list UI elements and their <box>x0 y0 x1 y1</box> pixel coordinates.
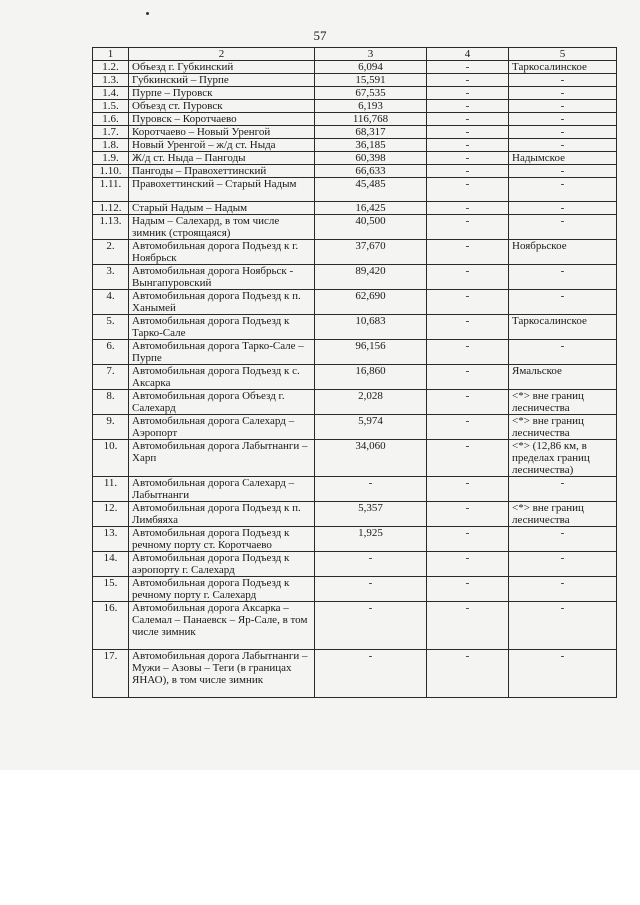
row-number-cell: 1.7. <box>93 126 129 139</box>
row-number-cell: 6. <box>93 340 129 365</box>
road-name-cell: Надым – Салехард, в том числе зимник (строящаяся) <box>129 215 315 240</box>
length-cell: 2,028 <box>315 390 427 415</box>
forestry-cell: <*> вне границ лесничества <box>509 390 617 415</box>
row-number-cell: 7. <box>93 365 129 390</box>
road-name-cell: Автомобильная дорога Подъезд к Тарко-Сале <box>129 315 315 340</box>
road-name-cell: Губкинский – Пурпе <box>129 74 315 87</box>
length-cell: 68,317 <box>315 126 427 139</box>
forestry-cell: - <box>509 290 617 315</box>
table-row <box>93 315 617 340</box>
road-name-cell: Автомобильная дорога Подъезд к речному порту г. Салехард <box>129 577 315 602</box>
column4-cell: - <box>427 87 509 100</box>
page-number: 57 <box>313 28 327 43</box>
road-name-cell: Автомобильная дорога Лабытнанги – Мужи – Азовы – Теги (в границах ЯНАО), в том числе зимник <box>129 650 315 698</box>
scan-speck <box>146 12 149 15</box>
column4-cell: - <box>427 74 509 87</box>
length-cell: - <box>315 477 427 502</box>
length-cell: 40,500 <box>315 215 427 240</box>
length-cell: - <box>315 650 427 698</box>
length-cell: 96,156 <box>315 340 427 365</box>
row-number-cell: 13. <box>93 527 129 552</box>
column4-cell: - <box>427 240 509 265</box>
column4-cell: - <box>427 152 509 165</box>
row-number-cell: 1.12. <box>93 202 129 215</box>
forestry-cell: - <box>509 126 617 139</box>
forestry-cell: - <box>509 477 617 502</box>
table-row <box>93 390 617 415</box>
column4-cell: - <box>427 215 509 240</box>
length-cell: 45,485 <box>315 178 427 202</box>
column4-cell: - <box>427 202 509 215</box>
row-number-cell: 1.4. <box>93 87 129 100</box>
row-number-cell: 1.5. <box>93 100 129 113</box>
table-row <box>93 290 617 315</box>
road-name-cell: Объезд г. Губкинский <box>129 61 315 74</box>
road-name-cell: Автомобильная дорога Тарко-Сале – Пурпе <box>129 340 315 365</box>
forestry-cell: - <box>509 650 617 698</box>
column4-cell: - <box>427 650 509 698</box>
table-row <box>93 440 617 477</box>
road-name-cell: Автомобильная дорога Подъезд к с. Аксарка <box>129 365 315 390</box>
table-row <box>93 552 617 577</box>
road-name-cell: Правохеттинский – Старый Надым <box>129 178 315 202</box>
header-cell: 2 <box>129 48 315 61</box>
column4-cell: - <box>427 552 509 577</box>
forestry-cell: - <box>509 165 617 178</box>
row-number-cell: 15. <box>93 577 129 602</box>
road-name-cell: Пуровск – Коротчаево <box>129 113 315 126</box>
column4-cell: - <box>427 290 509 315</box>
length-cell: 67,535 <box>315 87 427 100</box>
length-cell: 16,425 <box>315 202 427 215</box>
forestry-cell: Ямальское <box>509 365 617 390</box>
table-row <box>93 240 617 265</box>
road-name-cell: Пангоды – Правохеттинский <box>129 165 315 178</box>
forestry-cell: <*> вне границ лесничества <box>509 502 617 527</box>
road-name-cell: Автомобильная дорога Подъезд к п. Лимбяяха <box>129 502 315 527</box>
length-cell: 60,398 <box>315 152 427 165</box>
row-number-cell: 5. <box>93 315 129 340</box>
row-number-cell: 1.10. <box>93 165 129 178</box>
column4-cell: - <box>427 139 509 152</box>
length-cell: 16,860 <box>315 365 427 390</box>
road-name-cell: Автомобильная дорога Салехард – Аэропорт <box>129 415 315 440</box>
road-name-cell: Объезд ст. Пуровск <box>129 100 315 113</box>
row-number-cell: 1.11. <box>93 178 129 202</box>
length-cell: 6,094 <box>315 61 427 74</box>
road-name-cell: Старый Надым – Надым <box>129 202 315 215</box>
table-row <box>93 215 617 240</box>
header-cell: 1 <box>93 48 129 61</box>
length-cell: 5,974 <box>315 415 427 440</box>
table-row <box>93 415 617 440</box>
column4-cell: - <box>427 340 509 365</box>
column4-cell: - <box>427 126 509 139</box>
forestry-cell: - <box>509 100 617 113</box>
table-row <box>93 365 617 390</box>
forestry-cell: - <box>509 265 617 290</box>
row-number-cell: 14. <box>93 552 129 577</box>
table-row <box>93 126 617 139</box>
table-row <box>93 477 617 502</box>
length-cell: 89,420 <box>315 265 427 290</box>
column4-cell: - <box>427 165 509 178</box>
forestry-cell: - <box>509 113 617 126</box>
table-row <box>93 100 617 113</box>
road-name-cell: Автомобильная дорога Салехард – Лабытнанги <box>129 477 315 502</box>
row-number-cell: 3. <box>93 265 129 290</box>
length-cell: 10,683 <box>315 315 427 340</box>
table-row <box>93 527 617 552</box>
column4-cell: - <box>427 577 509 602</box>
length-cell: 1,925 <box>315 527 427 552</box>
column4-cell: - <box>427 477 509 502</box>
table-row <box>93 340 617 365</box>
road-name-cell: Автомобильная дорога Подъезд к речному порту ст. Коротчаево <box>129 527 315 552</box>
row-number-cell: 16. <box>93 602 129 650</box>
forestry-cell: - <box>509 178 617 202</box>
row-number-cell: 4. <box>93 290 129 315</box>
row-number-cell: 1.6. <box>93 113 129 126</box>
road-name-cell: Ж/д ст. Ныда – Пангоды <box>129 152 315 165</box>
road-name-cell: Пурпе – Пуровск <box>129 87 315 100</box>
road-name-cell: Коротчаево – Новый Уренгой <box>129 126 315 139</box>
forestry-cell: Таркосалинское <box>509 61 617 74</box>
header-cell: 4 <box>427 48 509 61</box>
table-row <box>93 265 617 290</box>
road-name-cell: Автомобильная дорога Подъезд к аэропорту г. Салехард <box>129 552 315 577</box>
column4-cell: - <box>427 178 509 202</box>
length-cell: 37,670 <box>315 240 427 265</box>
column4-cell: - <box>427 527 509 552</box>
row-number-cell: 1.2. <box>93 61 129 74</box>
forestry-cell: - <box>509 202 617 215</box>
column4-cell: - <box>427 415 509 440</box>
forestry-cell: - <box>509 139 617 152</box>
forestry-cell: - <box>509 87 617 100</box>
forestry-cell: <*> вне границ лесничества <box>509 415 617 440</box>
row-number-cell: 8. <box>93 390 129 415</box>
row-number-cell: 1.8. <box>93 139 129 152</box>
road-name-cell: Автомобильная дорога Подъезд к г. Ноябрьск <box>129 240 315 265</box>
table-row <box>93 87 617 100</box>
length-cell: - <box>315 602 427 650</box>
table-row <box>93 152 617 165</box>
forestry-cell: - <box>509 577 617 602</box>
forestry-cell: Таркосалинское <box>509 315 617 340</box>
road-name-cell: Автомобильная дорога Ноябрьск - Вынгапуровский <box>129 265 315 290</box>
length-cell: - <box>315 577 427 602</box>
column4-cell: - <box>427 390 509 415</box>
length-cell: 36,185 <box>315 139 427 152</box>
table-row <box>93 602 617 650</box>
table-row <box>93 202 617 215</box>
row-number-cell: 1.3. <box>93 74 129 87</box>
row-number-cell: 17. <box>93 650 129 698</box>
table-row <box>93 502 617 527</box>
column4-cell: - <box>427 61 509 74</box>
length-cell: 6,193 <box>315 100 427 113</box>
column4-cell: - <box>427 315 509 340</box>
forestry-cell: - <box>509 340 617 365</box>
table-row <box>93 139 617 152</box>
road-name-cell: Автомобильная дорога Лабытнанги – Харп <box>129 440 315 477</box>
row-number-cell: 11. <box>93 477 129 502</box>
length-cell: 15,591 <box>315 74 427 87</box>
table-row <box>93 178 617 202</box>
table-header-row <box>93 48 617 61</box>
forestry-cell: - <box>509 527 617 552</box>
forestry-cell: - <box>509 215 617 240</box>
row-number-cell: 1.9. <box>93 152 129 165</box>
length-cell: 34,060 <box>315 440 427 477</box>
length-cell: 66,633 <box>315 165 427 178</box>
column4-cell: - <box>427 113 509 126</box>
forestry-cell: - <box>509 602 617 650</box>
length-cell: 62,690 <box>315 290 427 315</box>
roads-table <box>92 47 617 698</box>
table-row <box>93 61 617 74</box>
table-row <box>93 113 617 126</box>
forestry-cell: - <box>509 552 617 577</box>
column4-cell: - <box>427 602 509 650</box>
road-name-cell: Автомобильная дорога Аксарка – Салемал – Панаевск – Яр-Сале, в том числе зимник <box>129 602 315 650</box>
table-row <box>93 577 617 602</box>
column4-cell: - <box>427 365 509 390</box>
header-cell: 3 <box>315 48 427 61</box>
length-cell: 116,768 <box>315 113 427 126</box>
column4-cell: - <box>427 502 509 527</box>
road-name-cell: Автомобильная дорога Объезд г. Салехард <box>129 390 315 415</box>
length-cell: 5,357 <box>315 502 427 527</box>
road-name-cell: Новый Уренгой – ж/д ст. Ныда <box>129 139 315 152</box>
row-number-cell: 1.13. <box>93 215 129 240</box>
table-row <box>93 165 617 178</box>
column4-cell: - <box>427 100 509 113</box>
row-number-cell: 9. <box>93 415 129 440</box>
row-number-cell: 12. <box>93 502 129 527</box>
forestry-cell: Ноябрьское <box>509 240 617 265</box>
road-name-cell: Автомобильная дорога Подъезд к п. Ханымей <box>129 290 315 315</box>
table-row <box>93 650 617 698</box>
column4-cell: - <box>427 265 509 290</box>
column4-cell: - <box>427 440 509 477</box>
header-cell: 5 <box>509 48 617 61</box>
length-cell: - <box>315 552 427 577</box>
row-number-cell: 10. <box>93 440 129 477</box>
forestry-cell: Надымское <box>509 152 617 165</box>
row-number-cell: 2. <box>93 240 129 265</box>
forestry-cell: <*> (12,86 км, в пределах границ лесничества) <box>509 440 617 477</box>
table-row <box>93 74 617 87</box>
forestry-cell: - <box>509 74 617 87</box>
